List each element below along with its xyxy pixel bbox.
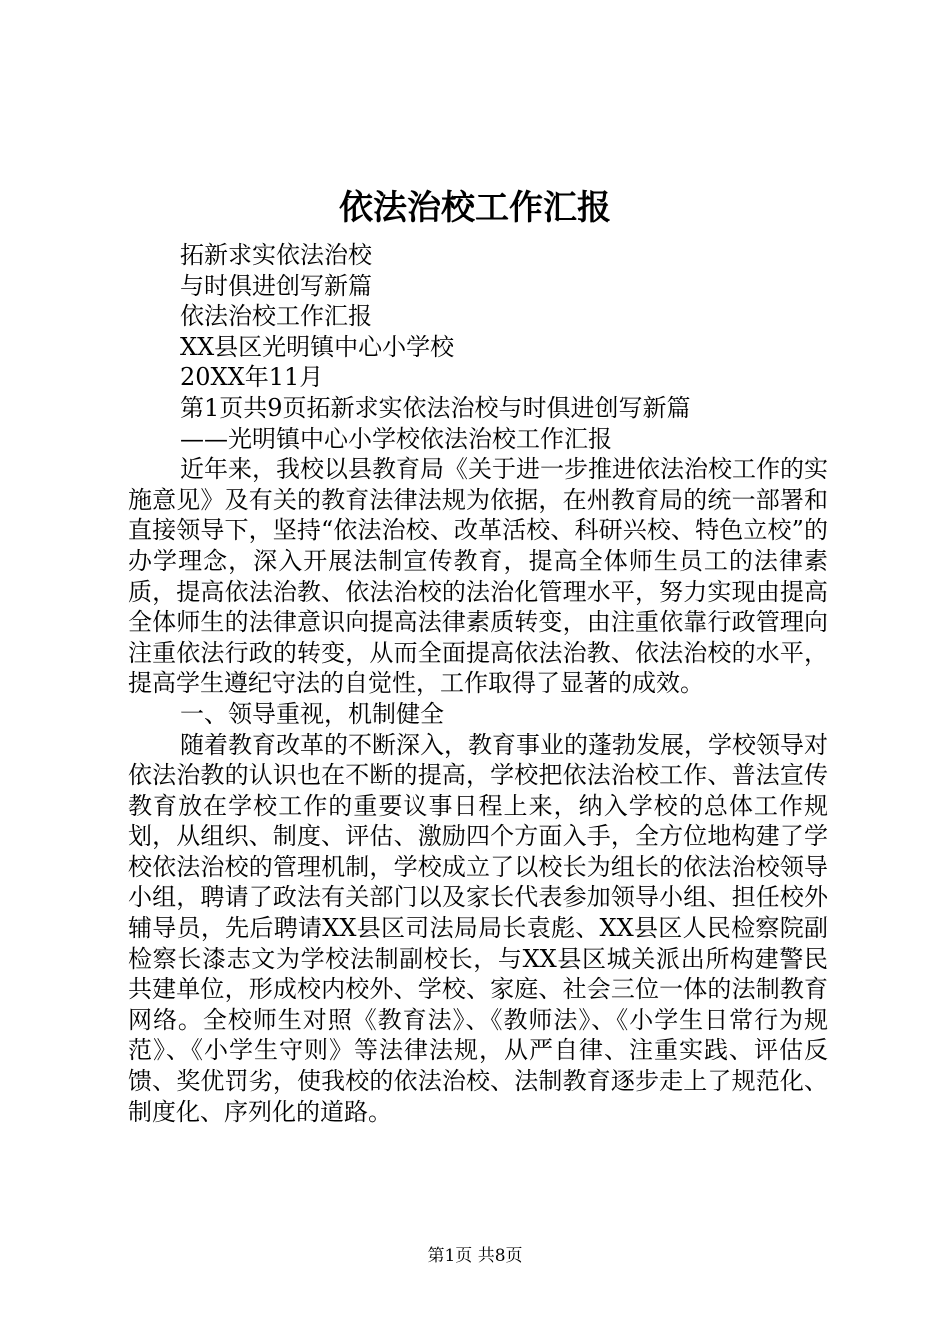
cover-line-page-heading: 第1页共9页拓新求实依法治校与时俱进创写新篇 [180, 393, 691, 422]
document-title: 依法治校工作汇报 [339, 188, 611, 228]
cover-line-subtitle: ——光明镇中心小学校依法治校工作汇报 [180, 424, 612, 453]
section-heading-1: 一、领导重视，机制健全 [180, 699, 444, 728]
page-footer: 第1页 共8页 [427, 1246, 523, 1266]
document-body [128, 240, 828, 1127]
cover-line-date: 20XX年11月 [180, 363, 324, 392]
cover-line-slogan-1: 拓新求实依法治校 [180, 241, 372, 269]
cover-line-report-title: 依法治校工作汇报 [180, 302, 372, 331]
paragraph-section-1: 随着教育改革的不断深入，教育事业的蓬勃发展，学校领导对依法治教的认识也在不断的提高，学校把依法治校工作、普法宣传教育放在学校工作的重要议事日程上来，纳入学校的总体工作规划，从组织、制度、评估、激励四个方面入手，全方位地构建了学校依法治校的管理机制，学校成立了以校长为组长的依法治校领导小组，聘请了政法有关部门以及家长代表参加领导小组、担任校外辅导员，先后聘请XX县区司法局局长袁彪、XX县区人民检察院副检察长漆志文为学校法制副校长，与XX县区城关派出所构建警民共建单位，形成校内校外、学校、家庭、社会三位一体的法制教育网络。全校师生对照《教育法》、《教师法》、《小学生日常行为规范》、《小学生守则》等法律法规，从严自律、注重实践、评估反馈、奖优罚劣，使我校的依法治校、法制教育逐步走上了规范化、制度化、序列化的道路。 [128, 730, 828, 1126]
paragraph-intro: 近年来，我校以县教育局《关于进一步推进依法治校工作的实施意见》及有关的教育法律法规为依据，在州教育局的统一部署和直接领导下，坚持“依法治校、改革活校、科研兴校、特色立校”的办学理念，深入开展法制宣传教育，提高全体师生员工的法律素质，提高依法治教、依法治校的法治化管理水平，努力实现由提高全体师生的法律意识向提高法律素质转变，由注重依靠行政管理向注重依法行政的转变，从而全面提高依法治教、依法治校的水平，提高学生遵纪守法的自觉性，工作取得了显著的成效。 [128, 455, 828, 698]
cover-line-school: XX县区光明镇中心小学校 [180, 332, 455, 361]
cover-line-slogan-2: 与时俱进创写新篇 [180, 271, 372, 300]
